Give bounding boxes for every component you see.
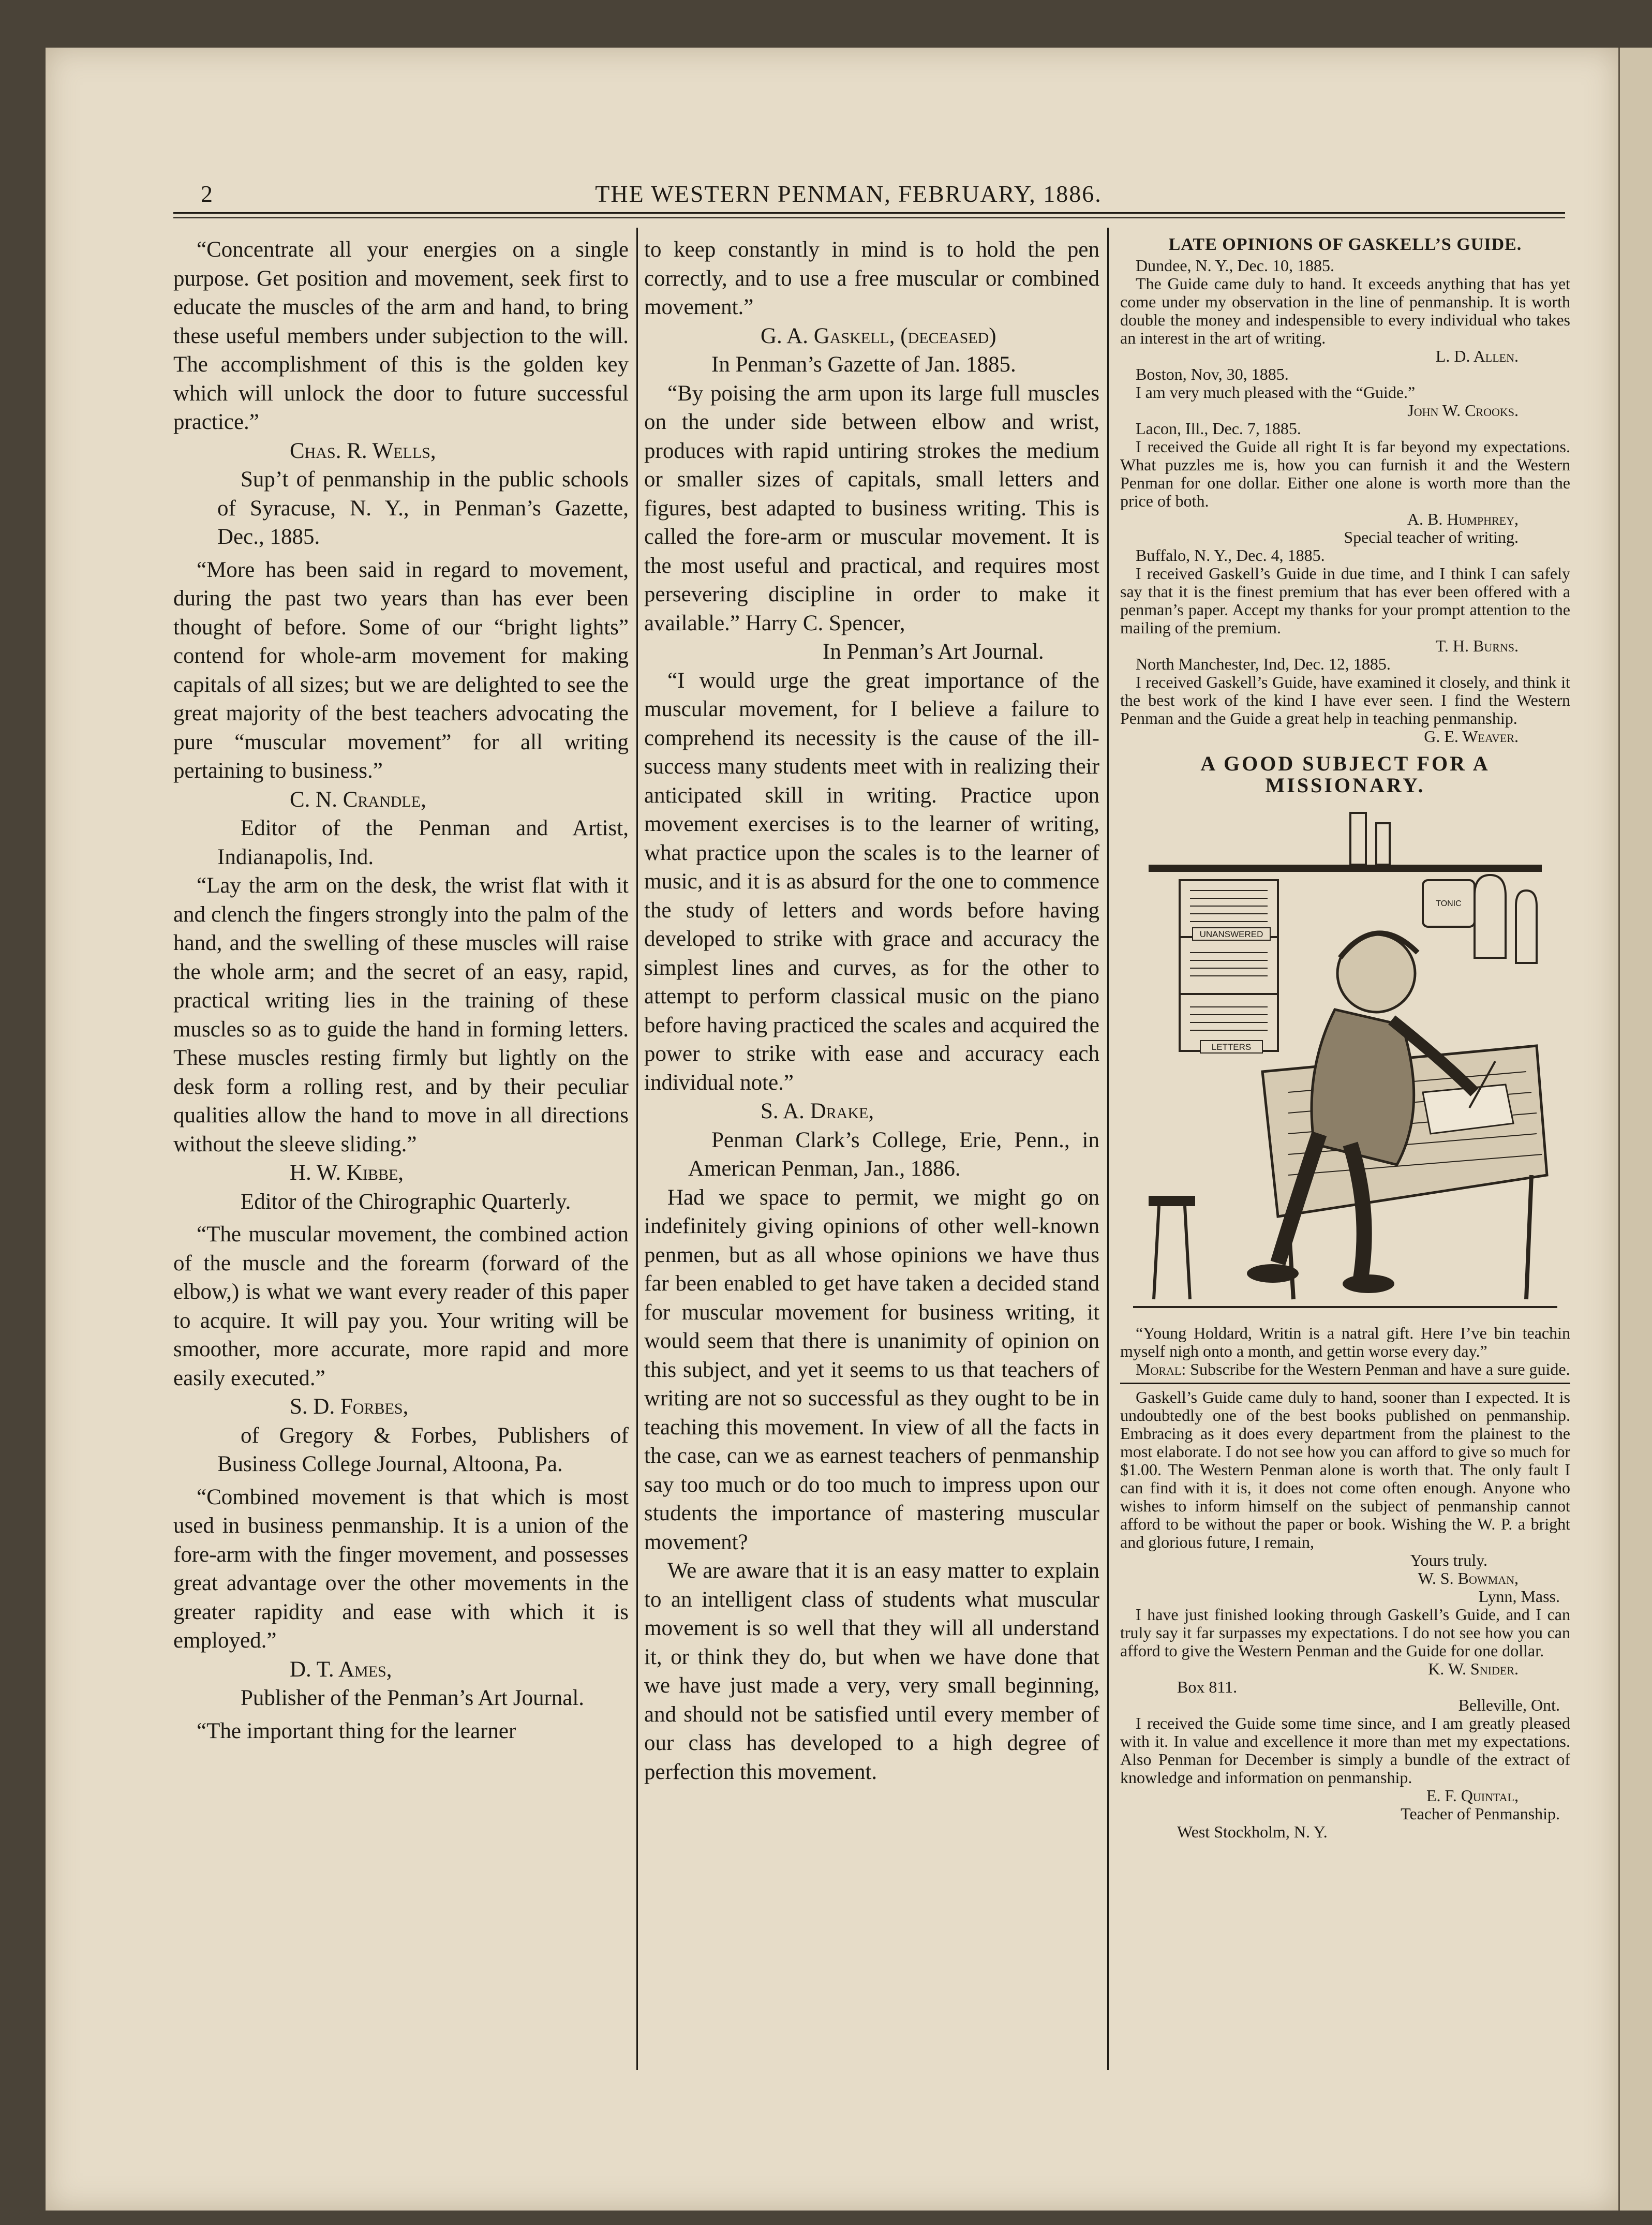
cartoon-moral: [1120, 1360, 1570, 1378]
letter-text: The Guide came duly to hand. It exceeds anything that has yet come under my observation in the line of penmanship. It is worth double the money and indespensible to every individual who takes an interest in the art of writing.: [1120, 274, 1570, 347]
quote-paragraph: “The important thing for the learner: [197, 1718, 516, 1743]
quote-paragraph: “By poising the arm upon its large full muscles on the under side between elbow and wrist, produces with rapid untiring strokes the medium or smaller sizes of capitals, small letters and figures, best adapted to business writing. This is called the fore-arm or muscular movement. It is the most useful and practical, and requires most persevering discipline in order to make it available.” Harry C. Spencer,: [644, 381, 1099, 635]
opinions-heading: LATE OPINIONS OF GASKELL’S GUIDE.: [1168, 235, 1522, 254]
letter-text: I received the Guide all right It is far beyond my expectations. What puzzles me is, how you can furnish it and the Western Penman for one dollar. Either one alone is worth more than the price of both.: [1120, 437, 1570, 510]
header-rule-top: [173, 212, 1565, 214]
column-3: [1120, 235, 1570, 2057]
quote-attribution: In Penman’s Art Journal.: [823, 640, 1044, 664]
quote-signature: S. D. Forbes,: [290, 1395, 409, 1419]
unanswered-label: UNANSWERED: [1199, 929, 1263, 939]
letters-label: LETTERS: [1211, 1042, 1252, 1052]
letter-box: Box 811.: [1177, 1678, 1238, 1696]
letter-place: Belleville, Ont.: [1458, 1696, 1560, 1714]
letter-signature: W. S. Bowman,: [1418, 1569, 1519, 1588]
letter-place: Buffalo, N. Y., Dec. 4, 1885.: [1136, 546, 1325, 565]
letter-text: I received Gaskell’s Guide, have examined it closely, and think it the best work of the kind I have ever seen. I find the Western Penman and the Guide a great help in teaching penmanship.: [1120, 673, 1570, 728]
tonic-label: TONIC: [1436, 899, 1462, 908]
quote-paragraph: to keep constantly in mind is to hold the pen correctly, and to use a free muscular or combined movement.”: [644, 238, 1099, 319]
section-rule: [1120, 1383, 1570, 1384]
quote-paragraph: “More has been said in regard to movement, during the past two years than has ever been thought of before. Some of our “bright lights” contend for whole-arm movement for making capitals of all sizes; but we are delighted to see the great majority of the best teachers advocating the pure “muscular movement” for all writing pertaining to business.”: [173, 557, 629, 783]
quote-paragraph: “Combined movement is that which is most used in business penmanship. It is a union of the fore-arm with the finger movement, and possesses great advantage over the other movements in the greater rapidity and ease with which it is employed.”: [173, 1485, 629, 1653]
quote-signature: G. A. Gaskell, (deceased): [761, 323, 996, 348]
quote-paragraph: “The muscular movement, the combined action of the muscle and the forearm (forward of the elbow,) is what we want every reader of this paper to acquire. It will pay you. Your writing will be smoother, more accurate, more rapid and more easily executed.”: [173, 1222, 629, 1390]
letter-place: North Manchester, Ind, Dec. 12, 1885.: [1136, 655, 1391, 673]
quote-signature: C. N. Crandle,: [290, 787, 426, 812]
quote-attribution: Sup’t of penmanship in the public schools of Syracuse, N. Y., in Penman’s Gazette, Dec., 1885.: [217, 467, 629, 549]
quote-signature: H. W. Kibbe,: [290, 1161, 404, 1185]
letter-role: Special teacher of writing.: [1344, 528, 1519, 546]
editorial-paragraph: We are aware that it is an easy matter to explain to an intelligent class of students what muscular movement is so well that they will all understand it, or think they do, but when we have done that we have just made a very, very small beginning, and should not be satisfied until every member of our class has developed to a high degree of perfection this movement.: [644, 1559, 1099, 1784]
quote-signature: Chas. R. Wells,: [290, 438, 436, 463]
letter-text: Gaskell’s Guide came duly to hand, sooner than I expected. It is undoubtedly one of the best books published on penmanship. Embracing as it does every department from the plainest to the most elaborate. I do not see how you can afford to give so much for $1.00. The Western Penman alone is worth that. The only fault I can find with it is, it does not come often enough. Anyone who wishes to inform himself on the subject of penmanship cannot afford to be without the paper or book. Wishing the W. P. a bright and glorious future, I remain,: [1120, 1388, 1570, 1551]
header-rule-bottom: [173, 217, 1565, 218]
cartoon-illustration: [1133, 803, 1557, 1315]
letter-place: Lacon, Ill., Dec. 7, 1885.: [1136, 419, 1301, 438]
cartoon-caption: “Young Holdard, Writin is a natral gift. Here I’ve bin teachin myself nigh onto a month, and gettin worse every day.”: [1120, 1324, 1570, 1360]
letter-text: I received the Guide some time since, and I am greatly pleased with it. In value and excellence it more than met my expectations. Also Penman for December is simply a bundle of the extract of knowledge and information on penmanship.: [1120, 1714, 1570, 1787]
quote-paragraph: “Concentrate all your energies on a single purpose. Get position and movement, seek first to educate the muscles of the arm and hand, to bring these useful members under subjection to the will. The accomplishment of this is the golden key which will unlock the door to future successful practice.”: [173, 238, 629, 434]
letter-text: I am very much pleased with the “Guide.”: [1136, 383, 1416, 402]
quote-signature: D. T. Ames,: [290, 1657, 392, 1682]
quote-paragraph: “Lay the arm on the desk, the wrist flat with it and clench the fingers strongly into the palm of the hand, and the swelling of these muscles will raise the whole arm; and the secret of an easy, rapid, practical writing lies in the training of these muscles so as to guide the hand in forming letters. These muscles resting firmly but lightly on the desk form a rolling rest, and by their peculiar qualities allow the hand to move in all directions without the sleeve sliding.”: [173, 873, 629, 1156]
letter-text: I received Gaskell’s Guide in due time, and I think I can safely say that it is the finest premium that has ever been offered with a penman’s paper. Accept my thanks for your prompt attention to the mailing of the premium.: [1120, 564, 1570, 637]
column-2: [644, 235, 1099, 2052]
letter-signature: K. W. Snider.: [1428, 1659, 1519, 1678]
letter-text: I have just finished looking through Gaskell’s Guide, and I can truly say it far surpasses my expectations. I do not see how you can afford to give the Western Penman and the Guide for one dollar.: [1120, 1605, 1570, 1660]
letter-signature: G. E. Weaver.: [1424, 727, 1519, 746]
quote-attribution: Editor of the Penman and Artist, Indianapolis, Ind.: [217, 816, 629, 869]
quote-attribution: In Penman’s Gazette of Jan. 1885.: [711, 352, 1016, 377]
moral-label: Moral:: [1136, 1360, 1186, 1378]
column-1: [173, 235, 629, 2052]
quote-attribution: Editor of the Chirographic Quarterly.: [241, 1189, 571, 1214]
moral-text: Subscribe for the Western Penman and have a sure guide.: [1190, 1360, 1570, 1378]
quote-attribution: of Gregory & Forbes, Publishers of Business College Journal, Altoona, Pa.: [217, 1423, 629, 1476]
cartoon-title: A GOOD SUBJECT FOR A MISSIONARY.: [1200, 752, 1490, 797]
masthead-title: THE WESTERN PENMAN, FEBRUARY, 1886.: [595, 181, 1102, 207]
quote-paragraph: “I would urge the great importance of the muscular movement, for I believe a failure to comprehend its necessity is the cause of the ill-success many students meet with in realizing their anticipated skill in writing. Practice upon movement exercises is to the learner of writing, what practice upon the scales is to the learner of music, and it is as absurd for the one to commence the study of letters and words before having developed to strike with grace and accuracy the simplest lines and curves, as for the other to attempt to perform classical music on the piano before having practiced the scales and acquired the power to strike with ease and accuracy each individual note.”: [644, 668, 1099, 1095]
quote-signature: S. A. Drake,: [761, 1099, 874, 1123]
next-page-edge: [1618, 48, 1652, 2211]
letter-role: Teacher of Penmanship.: [1401, 1804, 1560, 1823]
quote-attribution: Penman Clark’s College, Erie, Penn., in American Penman, Jan., 1886.: [688, 1128, 1099, 1181]
letter-place: West Stockholm, N. Y.: [1177, 1822, 1328, 1841]
letter-signature: John W. Crooks.: [1407, 401, 1519, 420]
column-divider-2: [1107, 228, 1109, 2070]
letter-signature: E. F. Quintal,: [1426, 1786, 1519, 1805]
letter-place: Lynn, Mass.: [1478, 1587, 1560, 1606]
letter-signature: L. D. Allen.: [1435, 347, 1519, 365]
letter-place: Boston, Nov, 30, 1885.: [1136, 365, 1289, 383]
letter-signature: A. B. Humphrey,: [1407, 510, 1519, 528]
letter-signature: T. H. Burns.: [1435, 636, 1519, 655]
editorial-paragraph: Had we space to permit, we might go on indefinitely giving opinions of other well-known penmen, but as all whose opinions we have thus far been enabled to get have taken a decided stand for muscular movement for business writing, it would seem that there is unanimity of opinion on this subject, and yet it seems to us that teachers of writing are not so successful as they ought to be in teaching this movement. In view of all the facts in the case, can we as earnest teachers of penmanship say too much or do too much to impress upon our students the importance of mastering muscular movement?: [644, 1185, 1099, 1554]
page-number: 2: [201, 181, 213, 207]
letter-place: Dundee, N. Y., Dec. 10, 1885.: [1136, 256, 1334, 275]
quote-attribution: Publisher of the Penman’s Art Journal.: [241, 1686, 585, 1710]
column-divider-1: [636, 228, 638, 2070]
letter-closing: Yours truly.: [1410, 1551, 1487, 1569]
